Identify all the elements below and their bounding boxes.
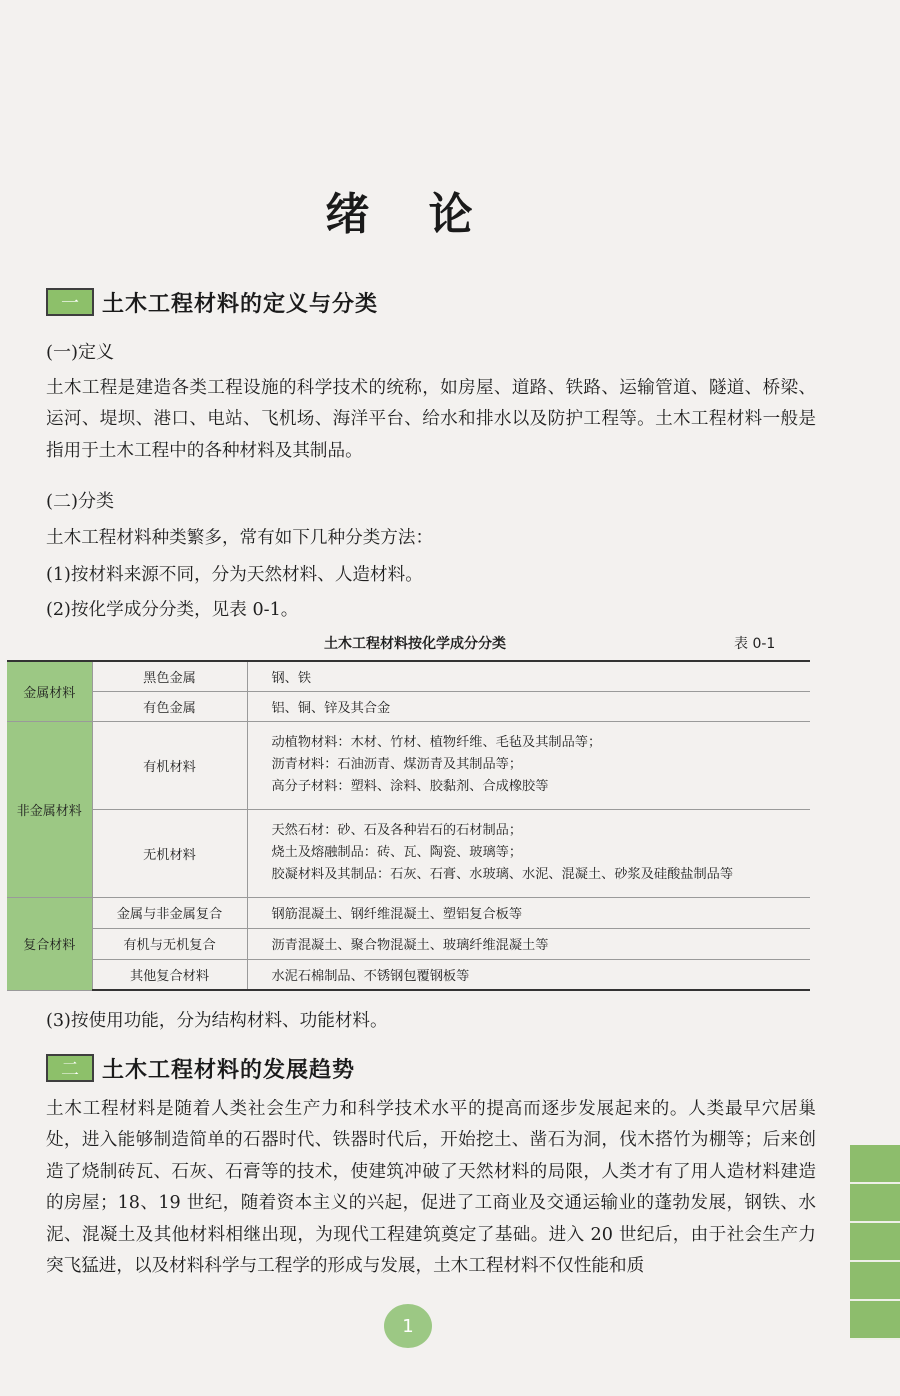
thumb-index-tabs bbox=[850, 1145, 900, 1340]
subcategory-cell: 有机材料 bbox=[92, 721, 247, 809]
thumb-tab bbox=[850, 1301, 900, 1340]
section-heading-trends bbox=[46, 1053, 355, 1083]
description-cell bbox=[247, 721, 810, 809]
subcategory-cell: 其他复合材料 bbox=[92, 959, 247, 990]
description-line: 沥青材料：石油沥青、煤沥青及其制品等； bbox=[271, 757, 523, 772]
description-cell bbox=[247, 809, 810, 897]
description-cell: 沥青混凝土、聚合物混凝土、玻璃纤维混凝土等 bbox=[247, 928, 810, 959]
table-row bbox=[7, 959, 810, 990]
subcategory-cell: 无机材料 bbox=[92, 809, 247, 897]
description-line: 胶凝材料及其制品：石灰、石膏、水玻璃、水泥、混凝土、砂浆及硅酸盐制品等 bbox=[271, 867, 734, 882]
classification-intro: 土木工程材料种类繁多，常有如下几种分类方法： bbox=[46, 528, 434, 548]
description-line: 天然石材：砂、石及各种岩石的石材制品； bbox=[271, 823, 523, 838]
description-cell: 钢筋混凝土、钢纤维混凝土、塑铝复合板等 bbox=[247, 897, 810, 928]
subheading-definition: (一)定义 bbox=[46, 342, 115, 363]
subcategory-cell: 金属与非金属复合 bbox=[92, 897, 247, 928]
subcategory-cell: 有机与无机复合 bbox=[92, 928, 247, 959]
section-title: 土木工程材料的发展趋势 bbox=[102, 1057, 356, 1083]
description-line: 烧土及熔融制品：砖、瓦、陶瓷、玻璃等； bbox=[271, 845, 523, 860]
page-title: 绪 论 bbox=[325, 189, 495, 240]
classification-table bbox=[7, 660, 810, 991]
table-row bbox=[7, 661, 810, 691]
subheading-classification: (二)分类 bbox=[46, 491, 115, 512]
description-cell: 铝、铜、锌及其合金 bbox=[247, 691, 810, 721]
category-cell: 复合材料 bbox=[7, 897, 92, 990]
table-row bbox=[7, 721, 810, 809]
table-title: 土木工程材料按化学成分分类 bbox=[324, 636, 506, 652]
category-cell: 金属材料 bbox=[7, 661, 92, 721]
section-title: 土木工程材料的定义与分类 bbox=[102, 291, 379, 317]
classification-method-2: (2)按化学成分分类，见表 0-1。 bbox=[46, 600, 299, 620]
description-line: 动植物材料：木材、竹材、植物纤维、毛毡及其制品等； bbox=[271, 735, 602, 750]
description-line: 高分子材料：塑料、涂料、胶黏剂、合成橡胶等 bbox=[271, 779, 549, 794]
thumb-tab bbox=[850, 1184, 900, 1223]
section-number-badge: 一 bbox=[46, 288, 94, 316]
classification-method-1: (1)按材料来源不同，分为天然材料、人造材料。 bbox=[46, 565, 423, 585]
paragraph-definition: 土木工程是建造各类工程设施的科学技术的统称，如房屋、道路、铁路、运输管道、隧道、桥梁、运河、堤坝、港口、电站、飞机场、海洋平台、给水和排水以及防护工程等。土木工程材料一般是指用于土木工程中的各种材料及其制品。 bbox=[46, 378, 816, 461]
classification-method-3: (3)按使用功能，分为结构材料、功能材料。 bbox=[46, 1011, 388, 1031]
thumb-tab bbox=[850, 1223, 900, 1262]
table-label: 表 0-1 bbox=[734, 636, 776, 652]
thumb-tab bbox=[850, 1145, 900, 1184]
table-row bbox=[7, 809, 810, 897]
section-heading-definition bbox=[46, 287, 378, 317]
description-cell: 钢、铁 bbox=[247, 661, 810, 691]
page-number-badge: 1 bbox=[384, 1304, 432, 1348]
description-cell: 水泥石棉制品、不锈钢包覆钢板等 bbox=[247, 959, 810, 990]
table-row bbox=[7, 928, 810, 959]
section-number-badge: 二 bbox=[46, 1054, 94, 1082]
subcategory-cell: 黑色金属 bbox=[92, 661, 247, 691]
table-row bbox=[7, 691, 810, 721]
subcategory-cell: 有色金属 bbox=[92, 691, 247, 721]
category-cell: 非金属材料 bbox=[7, 721, 92, 897]
table-row bbox=[7, 897, 810, 928]
thumb-tab bbox=[850, 1262, 900, 1301]
paragraph-trends: 土木工程材料是随着人类社会生产力和科学技术水平的提高而逐步发展起来的。人类最早穴居巢处，进入能够制造简单的石器时代、铁器时代后，开始挖土、凿石为洞，伐木搭竹为棚等；后来创造了烧制砖瓦、石灰、石膏等的技术，使建筑冲破了天然材料的局限，人类才有了用人造材料建造的房屋；18、19 世纪，随着资本主义的兴起，促进了工商业及交通运输业的蓬勃发展，钢铁、水泥、混凝土及其他材料相继出现，为现代工程建筑奠定了基础。进入 20 世纪后，由于社会生产力突飞猛进，以及材料科学与工程学的形成与发展，土木工程材料不仅性能和质 bbox=[46, 1099, 816, 1277]
